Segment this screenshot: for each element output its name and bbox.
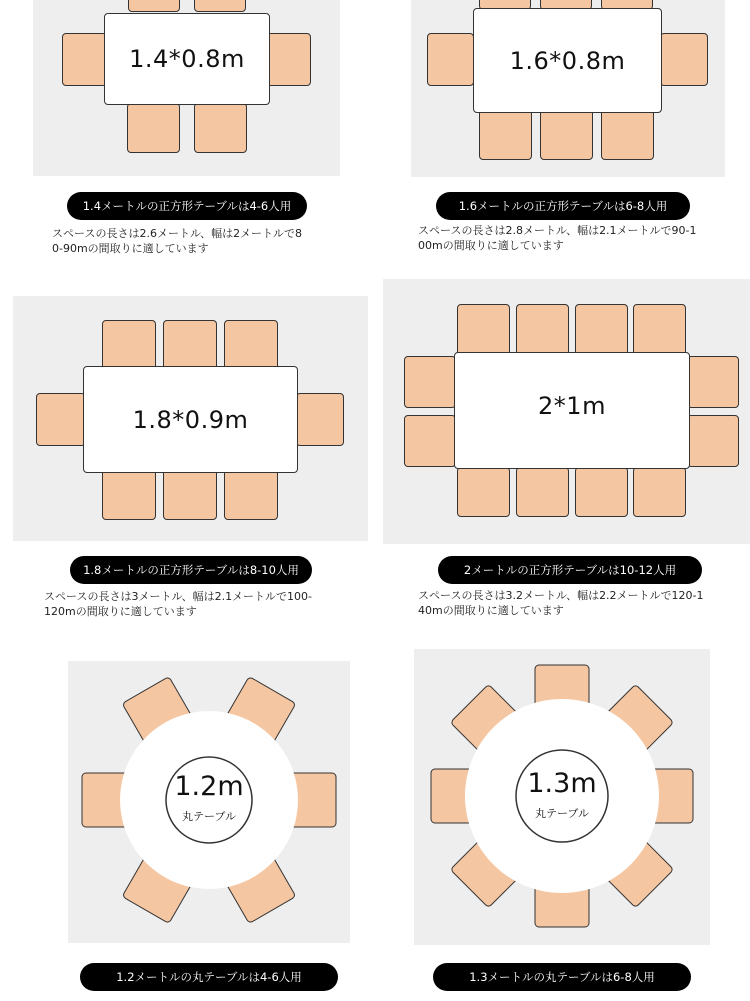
- chair: [404, 356, 456, 408]
- caption-text: 1.8メートルの正方形テーブルは8-10人用: [83, 563, 299, 577]
- chair: [404, 415, 456, 467]
- description-line: 40mの間取りに適しています: [418, 604, 564, 617]
- chair: [296, 393, 344, 446]
- chair: [128, 0, 180, 12]
- caption-pill: [70, 556, 312, 584]
- table-rect: [454, 352, 690, 469]
- space-description: [52, 226, 342, 256]
- chair: [601, 108, 654, 160]
- table-rect: [83, 366, 298, 473]
- caption-pill: [436, 192, 690, 220]
- table-size-label: 2*1m: [538, 391, 606, 420]
- chair: [163, 320, 217, 372]
- chair: [36, 393, 86, 446]
- description-line: スペースの長さは3.2メートル、幅は2.2メートルで120-1: [418, 589, 704, 602]
- chair: [427, 33, 474, 86]
- chair: [516, 467, 569, 517]
- space-description: [44, 589, 344, 619]
- chair: [575, 304, 628, 356]
- chair: [633, 467, 686, 517]
- caption-pill: [67, 192, 307, 220]
- chair: [479, 108, 532, 160]
- description-line: スペースの長さは3メートル、幅は2.1メートルで100-: [44, 590, 313, 603]
- caption-pill: [438, 556, 702, 584]
- table-rect: [104, 13, 270, 105]
- table-size-label: 1.8*0.9m: [132, 405, 249, 434]
- chair: [575, 467, 628, 517]
- description-line: 120mの間取りに適しています: [44, 605, 197, 618]
- chair: [633, 304, 686, 356]
- table-rect: [473, 8, 662, 113]
- caption-pill: [433, 963, 691, 991]
- description-line: 00mの間取りに適しています: [418, 239, 564, 252]
- space-description: [418, 588, 733, 618]
- description-line: スペースの長さは2.8メートル、幅は2.1メートルで90-1: [418, 224, 697, 237]
- chair: [163, 468, 217, 520]
- chair: [540, 108, 593, 160]
- caption-pill: [80, 963, 338, 991]
- chair: [457, 467, 510, 517]
- chair: [194, 0, 246, 12]
- chair: [127, 103, 180, 153]
- chair: [102, 468, 156, 520]
- table-size-label: 1.3m: [527, 768, 597, 799]
- chair: [457, 304, 510, 356]
- caption-text: 1.4メートルの正方形テーブルは4-6人用: [82, 199, 292, 213]
- table-type-label: 丸テーブル: [181, 810, 237, 823]
- description-line: スペースの長さは2.6メートル、幅は2メートルで8: [52, 227, 303, 240]
- chair: [516, 304, 569, 356]
- chair: [224, 320, 278, 372]
- chair: [194, 103, 247, 153]
- chair: [224, 468, 278, 520]
- chair: [660, 33, 708, 86]
- chair: [687, 356, 739, 408]
- chair: [266, 33, 311, 86]
- caption-text: 1.3メートルの丸テーブルは6-8人用: [469, 970, 655, 984]
- chair: [62, 33, 107, 86]
- table-size-label: 1.6*0.8m: [509, 46, 626, 75]
- caption-text: 1.2メートルの丸テーブルは4-6人用: [116, 970, 302, 984]
- table-size-label: 1.2m: [174, 771, 244, 802]
- chair: [687, 415, 739, 467]
- caption-text: 2メートルの正方形テーブルは10-12人用: [463, 563, 677, 577]
- round-table-diagram-1: [68, 661, 350, 943]
- caption-text: 1.6メートルの正方形テーブルは6-8人用: [458, 199, 668, 213]
- table-type-label: 丸テーブル: [534, 807, 590, 820]
- description-line: 0-90mの間取りに適しています: [52, 242, 209, 255]
- space-description: [418, 223, 728, 253]
- round-table-diagram-2: [414, 649, 710, 945]
- table-size-label: 1.4*0.8m: [129, 45, 245, 73]
- chair: [102, 320, 156, 372]
